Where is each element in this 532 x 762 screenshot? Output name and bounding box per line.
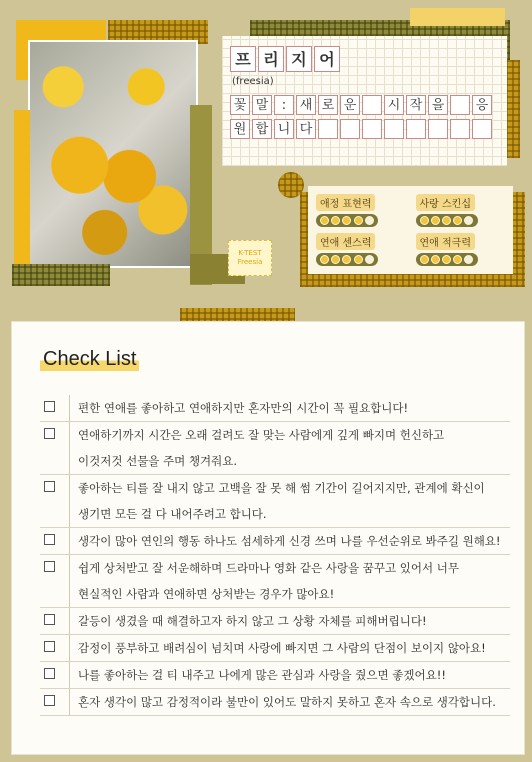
grid-cell: 작: [406, 95, 426, 115]
grid-cell: 합: [252, 119, 272, 139]
stats-grid: [316, 192, 505, 266]
grid-cell: 응: [472, 95, 492, 115]
stat-rating: [416, 214, 478, 227]
checklist-text: 쉽게 상처받고 잘 서운해하며 드라마나 영화 같은 사랑을 꿈꾸고 있어서 너무: [78, 561, 459, 575]
checklist-row: [40, 608, 510, 635]
grid-cell: [384, 119, 404, 139]
checklist-text-continued: 생기면 모든 걸 다 내어주려고 합니다.: [78, 507, 267, 521]
grid-cell: :: [274, 95, 294, 115]
flower-language-row-2: [230, 119, 499, 139]
rating-dot-filled: [453, 255, 462, 264]
checklist-title: Check List: [40, 348, 139, 371]
checkbox[interactable]: [44, 481, 55, 492]
stat-item: [416, 192, 506, 227]
rating-dot-filled: [331, 216, 340, 225]
grid-cell: 다: [296, 119, 316, 139]
rating-dot-empty: [365, 255, 374, 264]
rating-dot-filled: [453, 216, 462, 225]
checklist-text-block: [69, 662, 446, 688]
rating-dot-filled: [331, 255, 340, 264]
rating-dot-empty: [464, 255, 473, 264]
checkbox[interactable]: [44, 641, 55, 652]
grid-cell: [362, 119, 382, 139]
checklist-row: [40, 475, 510, 528]
checklist-text: 편한 연애를 좋아하고 연애하지만 혼자만의 시간이 꼭 필요합니다!: [78, 401, 409, 415]
stat-rating: [316, 214, 378, 227]
subtitle: (freesia): [232, 76, 274, 87]
grid-cell: 말: [252, 95, 272, 115]
checklist-text-block: [69, 555, 459, 607]
title-row: [230, 46, 499, 72]
checkbox[interactable]: [44, 614, 55, 625]
grid-cell: 을: [428, 95, 448, 115]
checkbox[interactable]: [44, 561, 55, 572]
title-char: 프: [230, 46, 256, 72]
grid-cell: [472, 119, 492, 139]
grid-cell: [340, 119, 360, 139]
stat-rating: [416, 253, 478, 266]
stat-item: [316, 231, 406, 266]
grid-cell: [450, 95, 470, 115]
checklist-text: 혼자 생각이 많고 감정적이라 불만이 있어도 말하지 못하고 혼자 속으로 생각합니다.: [78, 695, 496, 709]
stat-item: [416, 231, 506, 266]
grid-cell: [406, 119, 426, 139]
checklist-text-block: [69, 635, 486, 661]
grid-cell: [318, 119, 338, 139]
rating-dot-filled: [442, 255, 451, 264]
grid-cell: 운: [340, 95, 360, 115]
checklist-text: 연애하기까지 시간은 오래 걸려도 잘 맞는 사람에게 깊게 빠지며 헌신하고: [78, 428, 445, 442]
grid-cell: 로: [318, 95, 338, 115]
checklist-row: [40, 422, 510, 475]
rating-dot-filled: [420, 255, 429, 264]
checklist-text: 생각이 많아 연인의 행동 하나도 섬세하게 신경 쓰며 나를 우선순위로 봐주길 원해요!: [78, 534, 501, 548]
checkbox[interactable]: [44, 401, 55, 412]
checklist-row: [40, 689, 510, 716]
stat-item: [316, 192, 406, 227]
yellow-tape-right: [410, 8, 505, 26]
grid-cell: 새: [296, 95, 316, 115]
freesia-photo: [28, 40, 198, 268]
yellow-block-left: [14, 110, 30, 270]
stat-label: 연애 센스력: [316, 233, 375, 250]
title-char: 어: [314, 46, 340, 72]
checkbox[interactable]: [44, 695, 55, 706]
checklist-row: [40, 635, 510, 662]
checkbox[interactable]: [44, 668, 55, 679]
checklist-text: 나를 좋아하는 걸 티 내주고 나에게 많은 관심과 사랑을 줬으면 좋겠어요!!: [78, 668, 446, 682]
title-char: 리: [258, 46, 284, 72]
checklist-row: [40, 395, 510, 422]
grid-cell: [428, 119, 448, 139]
rating-dot-filled: [354, 255, 363, 264]
rating-dot-filled: [431, 255, 440, 264]
rating-dot-filled: [354, 216, 363, 225]
stats-card: [308, 186, 513, 274]
rating-dot-filled: [420, 216, 429, 225]
checklist-text-continued: 이것저것 선물을 주며 챙겨줘요.: [78, 454, 238, 468]
checklist-text-block: [69, 422, 444, 474]
rating-dot-filled: [442, 216, 451, 225]
checklist-text: 좋아하는 티를 잘 내지 않고 고백을 잘 못 해 썸 기간이 길어지지만, 관계에 확신이: [78, 481, 485, 495]
rating-dot-filled: [342, 255, 351, 264]
checklist-text-block: [69, 689, 496, 715]
checklist-row: [40, 528, 510, 555]
checklist-text-block: [69, 395, 408, 421]
checklist-text-block: [69, 608, 427, 634]
checklist-row: [40, 555, 510, 608]
k-test-tag: [228, 240, 272, 276]
checkbox[interactable]: [44, 534, 55, 545]
rating-dot-filled: [431, 216, 440, 225]
grid-cell: 원: [230, 119, 250, 139]
plaid-bottom-left: [12, 264, 110, 286]
title-char: 지: [286, 46, 312, 72]
checklist-text: 감정이 풍부하고 배려심이 넘치며 사랑에 빠지면 그 사람의 단점이 보이지 않아요!: [78, 641, 486, 655]
checkbox[interactable]: [44, 428, 55, 439]
title-card: [222, 36, 507, 166]
stat-label: 애정 표현력: [316, 194, 375, 211]
checklist-card: [12, 322, 524, 754]
stat-label: 사랑 스킨십: [416, 194, 475, 211]
rating-dot-filled: [320, 216, 329, 225]
stat-label: 연애 적극력: [416, 233, 475, 250]
checklist-text-block: [69, 475, 485, 527]
rating-dot-empty: [365, 216, 374, 225]
grid-cell: [450, 119, 470, 139]
grid-cell: 니: [274, 119, 294, 139]
grid-cell: 시: [384, 95, 404, 115]
rating-dot-filled: [342, 216, 351, 225]
checklist-text-continued: 현실적인 사람과 연애하면 상처받는 경우가 많아요!: [78, 587, 335, 601]
grid-cell: [362, 95, 382, 115]
grid-cell: 꽃: [230, 95, 250, 115]
checklist-text-block: [69, 528, 501, 554]
tag-text: K-TEST Freesia: [237, 249, 263, 266]
checklist-items: [40, 395, 510, 716]
checklist-text: 갈등이 생겼을 때 해결하고자 하지 않고 그 상황 자체를 피해버립니다!: [78, 614, 427, 628]
checklist-row: [40, 662, 510, 689]
rating-dot-empty: [464, 216, 473, 225]
rating-dot-filled: [320, 255, 329, 264]
stat-rating: [316, 253, 378, 266]
flower-language-row-1: [230, 95, 499, 115]
